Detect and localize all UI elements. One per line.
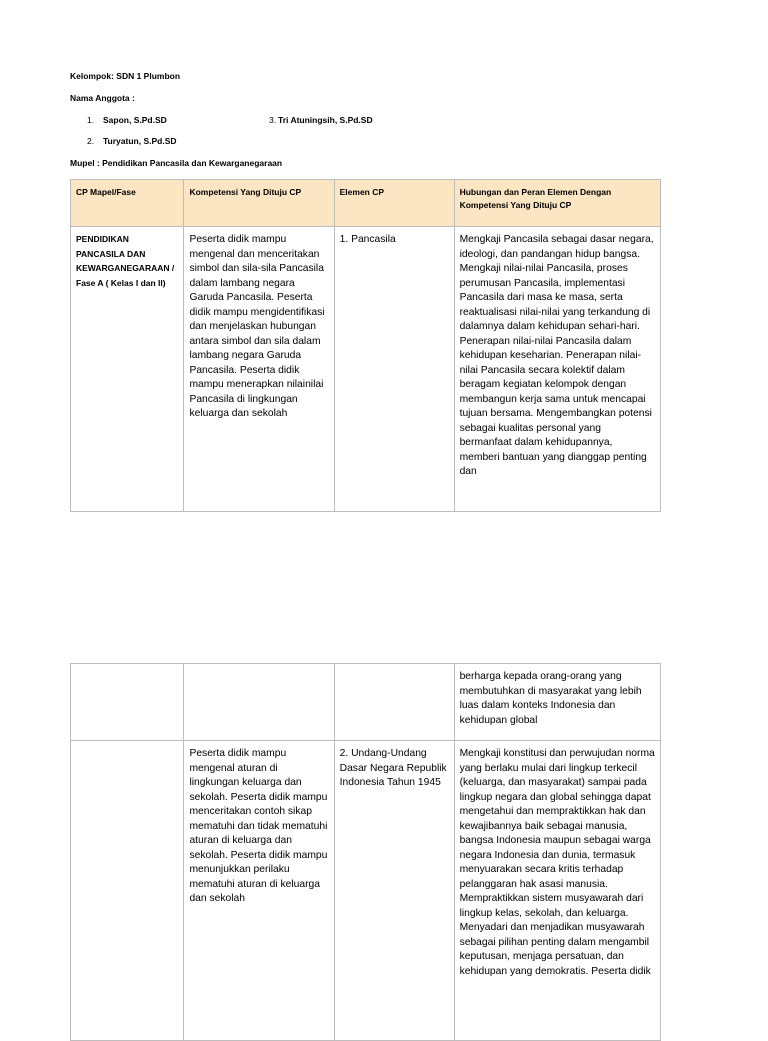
member-name: Tri Atuningsih, S.Pd.SD [278,115,373,125]
mupel-label: Mupel : Pendidikan Pancasila dan Kewarganegaraan [70,158,283,168]
member-item [269,115,373,125]
mapel-cell [71,664,184,741]
mapel-cell [71,227,184,512]
elemen-cell: 2. Undang-Undang Dasar Negara Republik Indonesia Tahun 1945 [334,741,454,1041]
table-header-row [71,180,661,227]
kelompok-label: Kelompok: SDN 1 Plumbon [70,71,181,81]
table-row [71,741,661,1041]
elemen-cell [334,664,454,741]
member-name: Sapon, S.Pd.SD [103,115,167,125]
member-item [87,115,167,125]
hubungan-cell: Mengkaji konstitusi dan perwujudan norma yang berlaku mulai dari lingkup terkecil (keluarga, dan masyarakat) sampai pada lingkup negara dan global sehingga dapat mengetahui dan mempraktikkan hak dan kewajibannya baik sebagai manusia, bangsa Indonesia maupun sebagai warga negara Indonesia dan dunia, termasuk menyuarakan secara kritis terhadap pelanggaran hak asasi manusia. Mempraktikkan sistem musyawarah dari lingkup kelas, sekolah, dan keluarga. Menyadari dan menjadikan musyawarah sebagai pilihan penting dalam mengambil keputusan, menjaga persatuan, dan kehidupan yang demokratis. Peserta didik [454,741,660,1041]
mapel-cell [71,741,184,1041]
header-kompetensi: Kompetensi Yang Dituju CP [184,180,334,227]
kompetensi-cell: Peserta didik mampu mengenal aturan di lingkungan keluarga dan sekolah. Peserta didik mampu menceritakan contoh sikap mematuhi dan tidak mematuhi aturan di keluarga dan sekolah. Peserta didik mampu menunjukkan perilaku mematuhi aturan di keluarga dan sekolah [184,741,334,1041]
hubungan-cell: Mengkaji Pancasila sebagai dasar negara, ideologi, dan pandangan hidup bangsa. Mengkaji nilai-nilai Pancasila, proses perumusan Pancasila, implementasi Pancasila dari masa ke masa, serta reaktualisasi nilai-nilai yang terkandung di dalamnya dalam kehidupan sehari-hari. Penerapan nilai-nilai Pancasila dalam kehidupan keseharian. Penerapan nilai-nilai Pancasila secara kolektif dalam beragam kegiatan kelompok dengan membangun kerja sama untuk mencapai tujuan bersama. Mengembangkan potensi sebagai kualitas personal yang bermanfaat dalam kehidupannya, memberi bantuan yang dianggap penting dan [454,227,660,512]
member-item [87,136,177,146]
member-number: 2. [87,136,95,146]
elemen-cell: 1. Pancasila [334,227,454,512]
kompetensi-cell [184,664,334,741]
kompetensi-cell: Peserta didik mampu mengenal dan menceritakan simbol dan sila-sila Pancasila dalam lambang negara Garuda Pancasila. Peserta didik mampu mengidentifikasi dan menjelaskan hubungan antara simbol dan sila dalam lambang negara Garuda Pancasila. Peserta didik mampu menerapkan nilainilai Pancasila di lingkungan keluarga dan sekolah [184,227,334,512]
nama-anggota-label: Nama Anggota : [70,93,135,103]
cp-table-continued [70,663,661,1041]
header-hubungan: Hubungan dan Peran Elemen Dengan Kompetensi Yang Dituju CP [454,180,660,227]
table-row [71,227,661,512]
member-number: 1. [87,115,95,125]
mapel-text: PENDIDIKAN PANCASILA DAN KEWARGANEGARAAN / Fase A ( Kelas I dan II) [76,234,175,288]
table-row [71,664,661,741]
hubungan-cell: berharga kepada orang-orang yang membutuhkan di masyarakat yang lebih luas dalam konteks Indonesia dan kehidupan global [454,664,660,741]
member-name: Turyatun, S.Pd.SD [103,136,177,146]
header-elemen: Elemen CP [334,180,454,227]
member-number: 3. [269,115,277,125]
cp-table [70,179,661,512]
header-cp-mapel: CP Mapel/Fase [71,180,184,227]
